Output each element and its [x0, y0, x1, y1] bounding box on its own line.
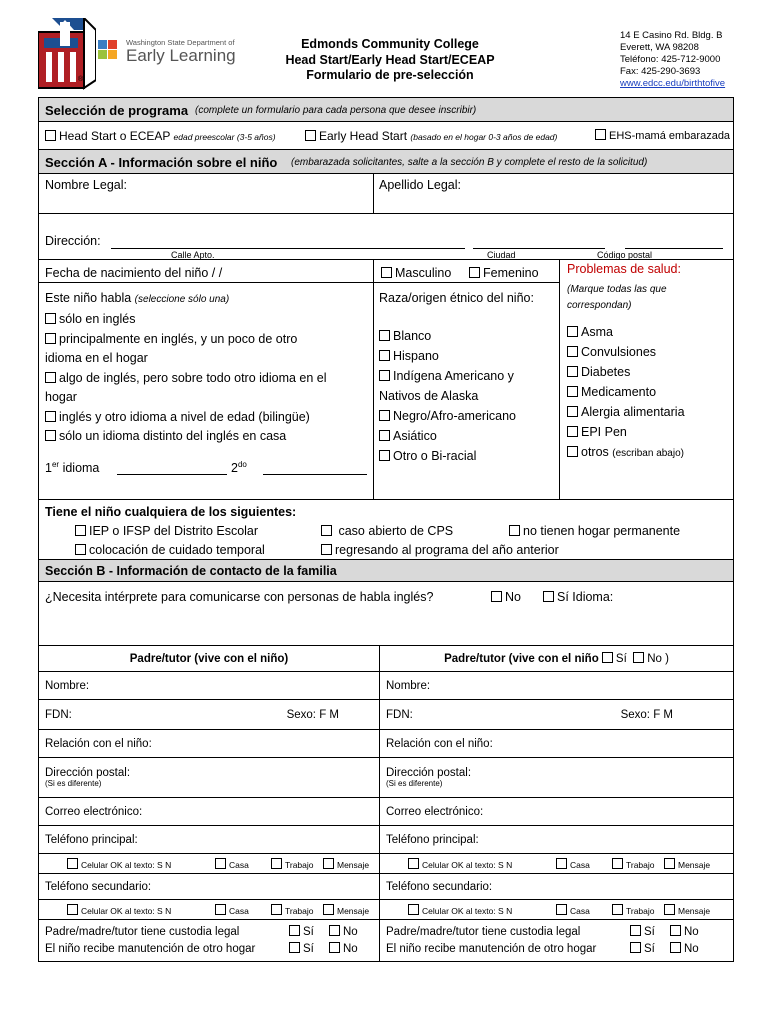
interpreter-question: ¿Necesita intérprete para comunicarse con personas de habla inglés? — [45, 590, 434, 604]
dob-label: FDN: — [45, 708, 72, 721]
program-option-label: Early Head Start — [319, 129, 408, 143]
address-zip-line — [625, 248, 723, 249]
legal-surname-field[interactable]: Apellido Legal: — [379, 178, 462, 192]
program-option-head-start[interactable] — [45, 129, 276, 143]
parent1-title: Padre/tutor (vive con el niño) — [39, 646, 380, 672]
checkbox-icon[interactable] — [305, 130, 316, 141]
checkbox-icon[interactable] — [379, 430, 390, 441]
trabajo-label: Trabajo — [285, 859, 314, 870]
program-option-label: Head Start o ECEAP — [59, 129, 171, 143]
checkbox-icon[interactable] — [289, 925, 300, 936]
section-b-heading-row — [39, 560, 733, 582]
checkbox-icon[interactable] — [379, 350, 390, 361]
condition-iep[interactable] — [75, 524, 258, 538]
address-city-line — [473, 248, 605, 249]
contact-line-4: Fax: 425-290-3693 — [620, 66, 701, 77]
trabajo-label: Trabajo — [626, 905, 655, 916]
checkbox-icon[interactable] — [567, 346, 578, 357]
custody-no[interactable] — [670, 924, 699, 941]
checkbox-icon[interactable] — [633, 652, 644, 663]
checkbox-icon[interactable] — [408, 858, 419, 869]
parent2-custody — [380, 920, 734, 962]
custody-si[interactable] — [289, 924, 314, 941]
program-option-ehs-pregnant[interactable] — [595, 129, 730, 142]
parent1-phone1-field[interactable]: Teléfono principal: — [39, 826, 380, 854]
custody-line — [45, 924, 373, 941]
section-a-heading: Sección A - Información sobre el niño — [45, 155, 278, 170]
trabajo-option[interactable] — [612, 858, 655, 870]
checkbox-icon[interactable] — [321, 544, 332, 555]
checkbox-icon[interactable] — [612, 904, 623, 915]
checkbox-icon[interactable] — [67, 904, 78, 915]
condition-homeless[interactable] — [509, 524, 680, 538]
program-option-note: edad preescolar (3-5 años) — [173, 132, 276, 142]
checkbox-icon[interactable] — [509, 525, 520, 536]
checkbox-icon[interactable] — [379, 410, 390, 421]
form — [38, 97, 734, 646]
casa-label: Casa — [229, 905, 249, 916]
cell-ok-label: Celular OK al texto: S N — [422, 905, 513, 916]
divider — [39, 282, 559, 283]
divider — [373, 260, 374, 500]
condition-returning[interactable] — [321, 543, 559, 557]
race-option-hispanic[interactable] — [379, 346, 516, 366]
trabajo-label: Trabajo — [626, 859, 655, 870]
address-row — [39, 214, 733, 260]
language-option-label: principalmente en inglés, y un poco de otro — [59, 331, 298, 346]
del-logo-text: Early Learning — [126, 46, 236, 65]
checkbox-icon[interactable] — [321, 525, 332, 536]
race-option-white[interactable] — [379, 326, 516, 346]
condition-label: no tienen hogar permanente — [523, 524, 681, 538]
parent2-phone2-field[interactable]: Teléfono secundario: — [380, 874, 734, 900]
mensaje-option[interactable] — [664, 858, 710, 870]
program-option-label: EHS-mamá embarazada — [609, 130, 731, 142]
health-option-label: Asma — [581, 325, 613, 339]
checkbox-icon[interactable] — [379, 450, 390, 461]
divider — [373, 174, 374, 214]
parent1-dob-field[interactable] — [39, 700, 380, 730]
checkbox-icon[interactable] — [567, 446, 578, 457]
checkbox-icon[interactable] — [567, 326, 578, 337]
cell-ok-label: Celular OK al texto: S N — [81, 859, 172, 870]
address-street-caption: Calle Apto. — [171, 250, 215, 260]
support-line — [45, 941, 373, 958]
checkbox-icon[interactable] — [215, 904, 226, 915]
checkbox-icon[interactable] — [556, 858, 567, 869]
interpreter-yes-label: Sí Idioma: — [557, 590, 614, 604]
si-label: Sí — [615, 653, 627, 665]
race-option-label: Blanco — [393, 329, 432, 343]
cell-ok-option[interactable] — [408, 860, 512, 870]
parent1-postal-field[interactable] — [39, 758, 380, 798]
checkbox-icon[interactable] — [323, 858, 334, 869]
sex-label: Sexo: F M — [620, 708, 673, 721]
parent-phone1-row — [39, 826, 734, 854]
checkbox-icon[interactable] — [75, 525, 86, 536]
si-label: Sí — [644, 925, 655, 938]
health-option-asthma[interactable] — [567, 322, 685, 342]
si-label: Sí — [644, 942, 655, 955]
trabajo-option[interactable] — [612, 904, 655, 916]
checkbox-icon[interactable] — [45, 411, 56, 422]
support-label: El niño recibe manutención de otro hogar — [45, 942, 256, 955]
cell-ok-label: Celular OK al texto: S N — [422, 859, 513, 870]
si-label: Sí — [303, 925, 314, 938]
interpreter-row — [39, 582, 733, 612]
no-label: No — [343, 925, 358, 938]
race-option-black[interactable] — [379, 406, 516, 426]
cell-ok-label: Celular OK al texto: S N — [81, 905, 172, 916]
program-option-note: (basado en el hogar 0-3 años de edad) — [410, 132, 558, 142]
checkbox-icon[interactable] — [567, 386, 578, 397]
legal-name-field[interactable]: Nombre Legal: — [45, 178, 127, 192]
parent1-relation-field[interactable]: Relación con el niño: — [39, 730, 380, 758]
checkbox-icon[interactable] — [45, 313, 56, 324]
health-option-label: otros — [581, 445, 609, 459]
checkbox-icon[interactable] — [271, 858, 282, 869]
checkbox-icon[interactable] — [556, 904, 567, 915]
casa-option[interactable] — [556, 858, 590, 870]
checkbox-icon[interactable] — [67, 858, 78, 869]
support-si[interactable] — [289, 941, 314, 958]
race-option-other[interactable] — [379, 446, 516, 466]
language-options — [45, 310, 327, 447]
title-line-3: Formulario de pre-selección — [306, 68, 474, 82]
no-label: No ) — [647, 653, 669, 665]
trabajo-option[interactable] — [271, 904, 314, 916]
checkbox-icon[interactable] — [289, 942, 300, 953]
checkbox-icon[interactable] — [491, 591, 502, 602]
program-heading-row — [39, 98, 733, 122]
parent-phone2-row — [39, 874, 734, 900]
support-label: El niño recibe manutención de otro hogar — [386, 942, 597, 955]
parent2-relation-field[interactable]: Relación con el niño: — [380, 730, 734, 758]
checkbox-icon[interactable] — [329, 942, 340, 953]
parent-dob-row — [39, 700, 734, 730]
health-option-label: Alergia alimentaria — [581, 405, 685, 419]
health-options — [567, 322, 685, 464]
parent1-email-field[interactable]: Correo electrónico: — [39, 798, 380, 826]
no-label: No — [684, 942, 699, 955]
language-option-label: sólo en inglés — [59, 312, 136, 326]
mensaje-option[interactable] — [323, 858, 369, 870]
program-heading: Selección de programa — [45, 103, 189, 118]
race-option-label: Asiático — [393, 429, 437, 443]
health-option-medication[interactable] — [567, 382, 685, 402]
contact-line-3: Teléfono: 425-712-9000 — [620, 54, 721, 65]
health-note: (Marque todas las que correspondan) — [567, 284, 667, 311]
first-language-number: 1 — [45, 461, 52, 476]
parent1-phone1-types — [39, 854, 380, 874]
interpreter-no-option[interactable] — [491, 590, 521, 604]
second-language-number: 2 — [231, 461, 238, 476]
postal-label: Dirección postal: — [386, 767, 472, 779]
mensaje-option[interactable] — [664, 904, 710, 916]
casa-label: Casa — [229, 859, 249, 870]
checkbox-icon[interactable] — [567, 406, 578, 417]
checkbox-icon[interactable] — [670, 942, 681, 953]
checkbox-icon[interactable] — [45, 333, 56, 344]
race-option-label: Negro/Afro-americano — [393, 409, 516, 423]
language-option-label-cont: idioma en el hogar — [45, 351, 148, 365]
condition-label: regresando al programa del año anterior — [335, 543, 559, 557]
condition-foster[interactable] — [75, 543, 265, 557]
health-option-label: Diabetes — [581, 365, 631, 379]
trabajo-label: Trabajo — [285, 905, 314, 916]
address-street-line — [111, 248, 465, 249]
race-option-label: Indígena Americano y — [393, 369, 514, 383]
checkbox-icon[interactable] — [323, 904, 334, 915]
parent-postal-row — [39, 758, 734, 798]
first-language-sup: er — [51, 460, 60, 469]
checkbox-icon[interactable] — [664, 858, 675, 869]
checkbox-icon[interactable] — [271, 904, 282, 915]
sex-male-option[interactable] — [381, 266, 451, 280]
condition-label: IEP o IFSP del Distrito Escolar — [89, 524, 259, 538]
checkbox-icon[interactable] — [543, 591, 554, 602]
custody-line — [386, 924, 727, 941]
casa-option[interactable] — [215, 904, 249, 916]
checkbox-icon[interactable] — [408, 904, 419, 915]
registered-mark: ® — [78, 76, 84, 83]
checkbox-icon[interactable] — [381, 267, 392, 278]
contact-line-1: 14 E Casino Rd. Bldg. B — [620, 30, 723, 41]
parent-header-row — [39, 646, 734, 672]
checkbox-icon[interactable] — [595, 129, 606, 140]
no-label: No — [343, 942, 358, 955]
cell-ok-option[interactable] — [408, 906, 512, 916]
language-option-bilingual[interactable] — [45, 408, 327, 428]
language-option-label: sólo un idioma distinto del inglés en casa — [59, 429, 287, 443]
program-options-row — [39, 122, 733, 150]
parent-name-row — [39, 672, 734, 700]
conditions-row — [39, 500, 733, 560]
custody-no[interactable] — [329, 924, 358, 941]
divider — [559, 260, 560, 500]
cell-ok-option[interactable] — [67, 860, 171, 870]
parent-table — [38, 645, 734, 962]
postal-note: (Si es diferente) — [386, 779, 443, 788]
parent1-custody — [39, 920, 380, 962]
no-label: No — [684, 925, 699, 938]
race-options — [379, 326, 516, 466]
language-option-some-english[interactable] — [45, 369, 327, 389]
postal-note: (Si es diferente) — [45, 779, 102, 788]
language-option-label-cont: hogar — [45, 390, 77, 404]
trabajo-option[interactable] — [271, 858, 314, 870]
language-option-english-only[interactable] — [45, 310, 327, 330]
health-option-epi-pen[interactable] — [567, 422, 685, 442]
parent-phone2-type-row — [39, 900, 734, 920]
title-line-2: Head Start/Early Head Start/ECEAP — [285, 52, 495, 67]
interpreter-yes-option[interactable] — [543, 590, 613, 604]
checkbox-icon[interactable] — [602, 652, 613, 663]
checkbox-icon[interactable] — [670, 925, 681, 936]
interpreter-no-label: No — [505, 590, 521, 604]
contact-block — [620, 30, 725, 90]
custody-label: Padre/madre/tutor tiene custodia legal — [45, 925, 240, 938]
parent2-phone1-field[interactable]: Teléfono principal: — [380, 826, 734, 854]
checkbox-icon[interactable] — [612, 858, 623, 869]
del-logo — [98, 38, 248, 68]
parent2-dob-field[interactable] — [380, 700, 734, 730]
second-language-line — [263, 474, 367, 475]
condition-label: colocación de cuidado temporal — [89, 543, 265, 557]
parent2-name-field[interactable]: Nombre: — [380, 672, 734, 700]
checkbox-icon[interactable] — [379, 330, 390, 341]
parent-custody-row — [39, 920, 734, 962]
checkbox-icon[interactable] — [630, 925, 641, 936]
checkbox-icon[interactable] — [567, 366, 578, 377]
child-info-block — [39, 260, 733, 500]
health-option-label: Medicamento — [581, 385, 657, 399]
casa-label: Casa — [570, 859, 590, 870]
address-zip-caption: Código postal — [597, 250, 653, 260]
mensaje-option[interactable] — [323, 904, 369, 916]
title-line-1: Edmonds Community College — [301, 37, 479, 51]
section-b-heading: Sección B - Información de contacto de la familia — [45, 564, 337, 578]
mensaje-label: Mensaje — [337, 859, 370, 870]
health-option-diabetes[interactable] — [567, 362, 685, 382]
casa-label: Casa — [570, 905, 590, 916]
checkbox-icon[interactable] — [567, 426, 578, 437]
health-option-other[interactable] — [567, 442, 685, 464]
mensaje-label: Mensaje — [337, 905, 370, 916]
del-logo-subtext: Washington State Department of — [126, 38, 235, 47]
section-a-heading-row — [39, 150, 733, 174]
race-option-native[interactable] — [379, 366, 516, 386]
cell-ok-option[interactable] — [67, 906, 171, 916]
health-option-label: EPI Pen — [581, 425, 627, 439]
checkbox-icon[interactable] — [75, 544, 86, 555]
address-field[interactable]: Dirección: — [45, 234, 101, 248]
parent-relation-row — [39, 730, 734, 758]
condition-label: caso abierto de CPS — [338, 524, 454, 538]
parent2-email-field[interactable]: Correo electrónico: — [380, 798, 734, 826]
dob-label: FDN: — [386, 708, 413, 721]
race-option-label-cont: Nativos de Alaska — [379, 389, 479, 403]
del-logo-icon — [98, 40, 122, 62]
health-option-seizures[interactable] — [567, 342, 685, 362]
parent2-title-label: Padre/tutor (vive con el niño — [444, 653, 599, 665]
sex-female-label: Femenino — [483, 266, 539, 280]
checkbox-icon[interactable] — [664, 904, 675, 915]
checkbox-icon[interactable] — [469, 267, 480, 278]
parent1-name-field[interactable]: Nombre: — [39, 672, 380, 700]
program-option-early-head-start[interactable] — [305, 129, 557, 143]
parent2-phone1-types — [380, 854, 734, 874]
sex-label: Sexo: F M — [286, 708, 339, 721]
second-language-sup: do — [237, 460, 247, 469]
contact-line-2: Everett, WA 98208 — [620, 42, 699, 53]
health-option-food-allergy[interactable] — [567, 402, 685, 422]
sex-male-label: Masculino — [395, 266, 452, 280]
health-other-note: (escriban abajo) — [612, 448, 684, 459]
parent1-phone2-field[interactable]: Teléfono secundario: — [39, 874, 380, 900]
mensaje-label: Mensaje — [678, 859, 711, 870]
sex-female-option[interactable] — [469, 266, 539, 280]
health-title: Problemas de salud: — [567, 262, 681, 276]
checkbox-icon[interactable] — [45, 130, 56, 141]
language-option-label: inglés y otro idioma a nivel de edad (bilingüe) — [59, 409, 310, 424]
mensaje-label: Mensaje — [678, 905, 711, 916]
condition-cps[interactable] — [321, 524, 453, 538]
first-language-line — [117, 474, 227, 475]
address-city-caption: Ciudad — [487, 250, 516, 260]
language-title — [45, 291, 229, 305]
race-option-label: Hispano — [393, 349, 439, 363]
postal-label: Dirección postal: — [45, 767, 131, 779]
language-option-mostly-english[interactable] — [45, 330, 327, 350]
parent2-phone2-types — [380, 900, 734, 920]
race-option-label: Otro o Bi-racial — [393, 449, 477, 463]
parent-phone1-type-row — [39, 854, 734, 874]
health-option-label: Convulsiones — [581, 345, 657, 359]
custody-label: Padre/madre/tutor tiene custodia legal — [386, 925, 581, 938]
custody-si[interactable] — [630, 924, 655, 941]
race-title: Raza/origen étnico del niño: — [379, 291, 534, 305]
support-si[interactable] — [630, 941, 655, 958]
second-language-field[interactable] — [231, 460, 247, 475]
parent2-lives-no[interactable] — [633, 653, 669, 665]
parent2-lives-si[interactable] — [602, 653, 627, 665]
checkbox-icon[interactable] — [45, 430, 56, 441]
checkbox-icon[interactable] — [45, 372, 56, 383]
dob-field[interactable]: Fecha de nacimiento del niño / / — [45, 266, 223, 280]
language-option-non-english[interactable] — [45, 427, 327, 447]
parent2-title — [380, 646, 734, 672]
casa-option[interactable] — [556, 904, 590, 916]
program-heading-note: (complete un formulario para cada persona que desee inscribir) — [195, 105, 477, 116]
support-no[interactable] — [329, 941, 358, 958]
support-line — [386, 941, 727, 958]
parent-email-row — [39, 798, 734, 826]
legal-name-row — [39, 174, 733, 214]
eceap-logo-icon — [38, 18, 96, 90]
support-no[interactable] — [670, 941, 699, 958]
language-option-label: algo de inglés, pero sobre todo otro idioma en el — [59, 370, 327, 385]
first-language-field[interactable] — [45, 460, 99, 475]
title-block — [250, 37, 530, 84]
casa-option[interactable] — [215, 858, 249, 870]
parent2-postal-field[interactable] — [380, 758, 734, 798]
checkbox-icon[interactable] — [329, 925, 340, 936]
race-option-asian[interactable] — [379, 426, 516, 446]
first-language-label: idioma — [62, 461, 100, 476]
contact-url-link[interactable]: www.edcc.edu/birthtofive — [620, 78, 726, 89]
checkbox-icon[interactable] — [379, 370, 390, 381]
checkbox-icon[interactable] — [215, 858, 226, 869]
language-title-label: Este niño habla — [45, 291, 132, 305]
checkbox-icon[interactable] — [630, 942, 641, 953]
language-note: (seleccione sólo una) — [134, 294, 230, 305]
si-label: Sí — [303, 942, 314, 955]
conditions-title: Tiene el niño cualquiera de los siguientes: — [45, 505, 297, 519]
parent1-phone2-types — [39, 900, 380, 920]
section-a-note: (embarazada solicitantes, salte a la sección B y complete el resto de la solicitud) — [291, 157, 648, 168]
